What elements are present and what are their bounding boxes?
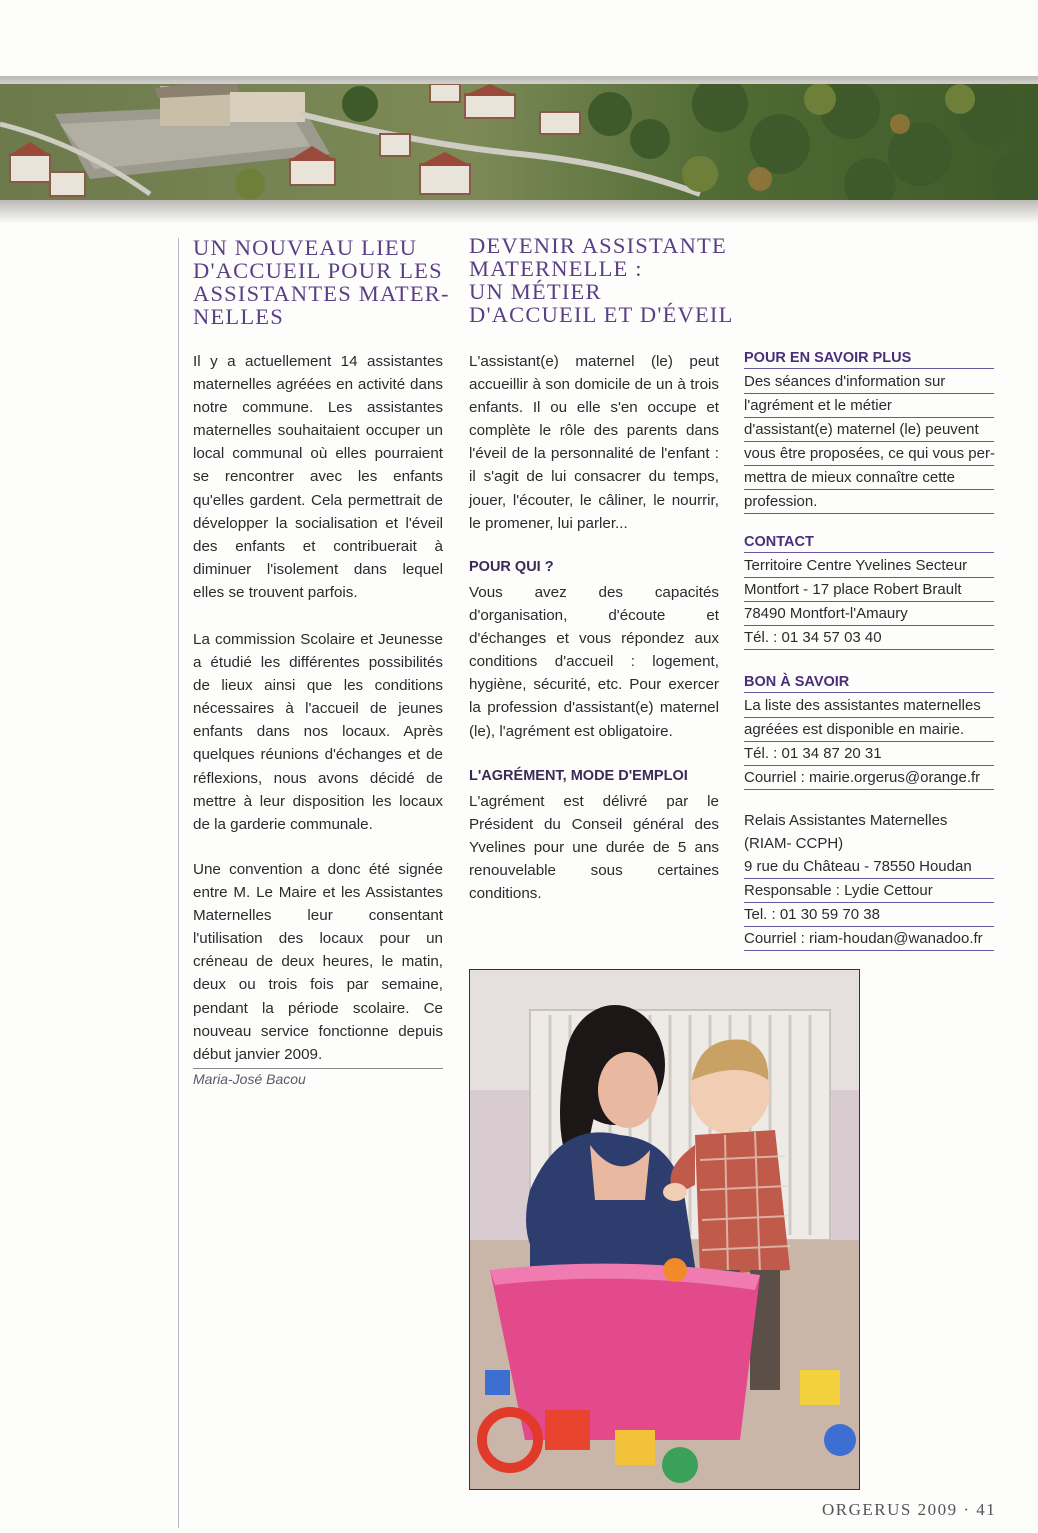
title-line: D'ACCUEIL ET D'ÉVEIL [469, 302, 734, 327]
info-heading: POUR EN SAVOIR PLUS [744, 349, 994, 369]
village-aerial-photo [0, 84, 1038, 202]
contact-line: Territoire Centre Yvelines Secteur [744, 554, 994, 578]
left-paragraph-1: Il y a actuellement 14 assistantes maternelles agréées en activité dans notre commune. Les assistantes maternelles souhaitaient occuper un local communal où elles pourraient se rencontrer avec les enfants qu'elles gardent. Cela permettrait de développer la socialisation et l'éveil des enfants et contribuerait à diminuer l'isolement dans lequel elles se trouvent parfois. [193, 353, 443, 601]
pour-qui-heading: POUR QUI ? [469, 559, 554, 575]
contact-heading: CONTACT [744, 533, 994, 553]
info-line: d'assistant(e) maternel (le) peuvent [744, 418, 994, 442]
pour-qui-text: Vous avez des capacités d'organisation, d'écoute et d'échanges et vous répondez aux conditions d'accueil : logement, hygiène, sécurité, etc. Pour exercer la profession d'assistant(e) maternel (le), l'agrément est obligatoire. [469, 584, 719, 740]
relais-line: 9 rue du Château - 78550 Houdan [744, 855, 994, 879]
banner-frame-bottom [0, 200, 1038, 224]
childcare-photo [469, 969, 860, 1490]
info-line: profession. [744, 490, 994, 514]
relais-line: Relais Assistantes Maternelles [744, 812, 948, 829]
bon-line: La liste des assistantes maternelles [744, 694, 994, 718]
info-line: Des séances d'information sur [744, 370, 994, 394]
title-line: D'ACCUEIL POUR LES [193, 258, 443, 283]
middle-article-title [469, 234, 739, 326]
left-paragraph-3: Une convention a donc été signée entre M. Le Maire et les Assistantes Maternelles leur consentant l'utilisation des locaux pour un créneau de deux heures, le matin, deux ou trois fois par semaine, pendant la période scolaire. Ce nouveau service fonctionne depuis début janvier 2009. [193, 861, 443, 1063]
contact-line: Tél. : 01 34 57 03 40 [744, 626, 994, 650]
title-line: NELLES [193, 304, 284, 329]
title-line: UN MÉTIER [469, 279, 602, 304]
left-article-title [193, 236, 453, 328]
title-line: DEVENIR ASSISTANTE [469, 233, 727, 258]
middle-intro: L'assistant(e) maternel (le) peut accueillir à son domicile de un à trois enfants. Il ou elle s'en occupe et complète le rôle des parents dans l'éveil de la personnalité de l'enfant : il s'agit de lui consacrer du temps, jouer, l'écouter, le câliner, le nourrir, le promener, lui parler... [469, 353, 719, 532]
bon-a-savoir-block [744, 694, 994, 790]
relais-line: Courriel : riam-houdan@wanadoo.fr [744, 927, 994, 951]
bon-line: Courriel : mairie.orgerus@orange.fr [744, 766, 994, 790]
info-line: l'agrément et le métier [744, 394, 994, 418]
bon-line: agréées est disponible en mairie. [744, 718, 994, 742]
title-line: ASSISTANTES MATER- [193, 281, 450, 306]
title-line: MATERNELLE : [469, 256, 643, 281]
bon-line: Tél. : 01 34 87 20 31 [744, 742, 994, 766]
page-footer: ORGERUS 2009 · 41 [822, 1500, 997, 1519]
left-paragraph-2: La commission Scolaire et Jeunesse a étudié les différentes possibilités de lieux ainsi que les conditions nécessaires à l'accueil de jeunes enfants dans nos locaux. Après quelques réunions d'échanges et de réflexions, nous avons décidé de mettre à leur disposition les locaux de la garderie communale. [193, 631, 443, 833]
relais-block [744, 809, 994, 951]
relais-line: Tel. : 01 30 59 70 38 [744, 903, 994, 927]
info-line: mettra de mieux connaître cette [744, 466, 994, 490]
relais-line: (RIAM- CCPH) [744, 835, 844, 852]
info-block [744, 370, 994, 514]
agrement-heading: L'AGRÉMENT, MODE D'EMPLOI [469, 768, 688, 784]
article-author: Maria-José Bacou [193, 1068, 443, 1087]
contact-block [744, 554, 994, 650]
bon-a-savoir-heading: BON À SAVOIR [744, 673, 994, 693]
info-line: vous être proposées, ce qui vous per- [744, 442, 994, 466]
contact-line: 78490 Montfort-l'Amaury [744, 602, 994, 626]
column-rule [178, 238, 179, 1528]
agrement-text: L'agrément est délivré par le Président du Conseil général des Yvelines pour une durée de 5 ans renouvelable sous certaines conditions. [469, 793, 719, 903]
relais-line: Responsable : Lydie Cettour [744, 879, 994, 903]
title-line: UN NOUVEAU LIEU [193, 235, 418, 260]
contact-line: Montfort - 17 place Robert Brault [744, 578, 994, 602]
